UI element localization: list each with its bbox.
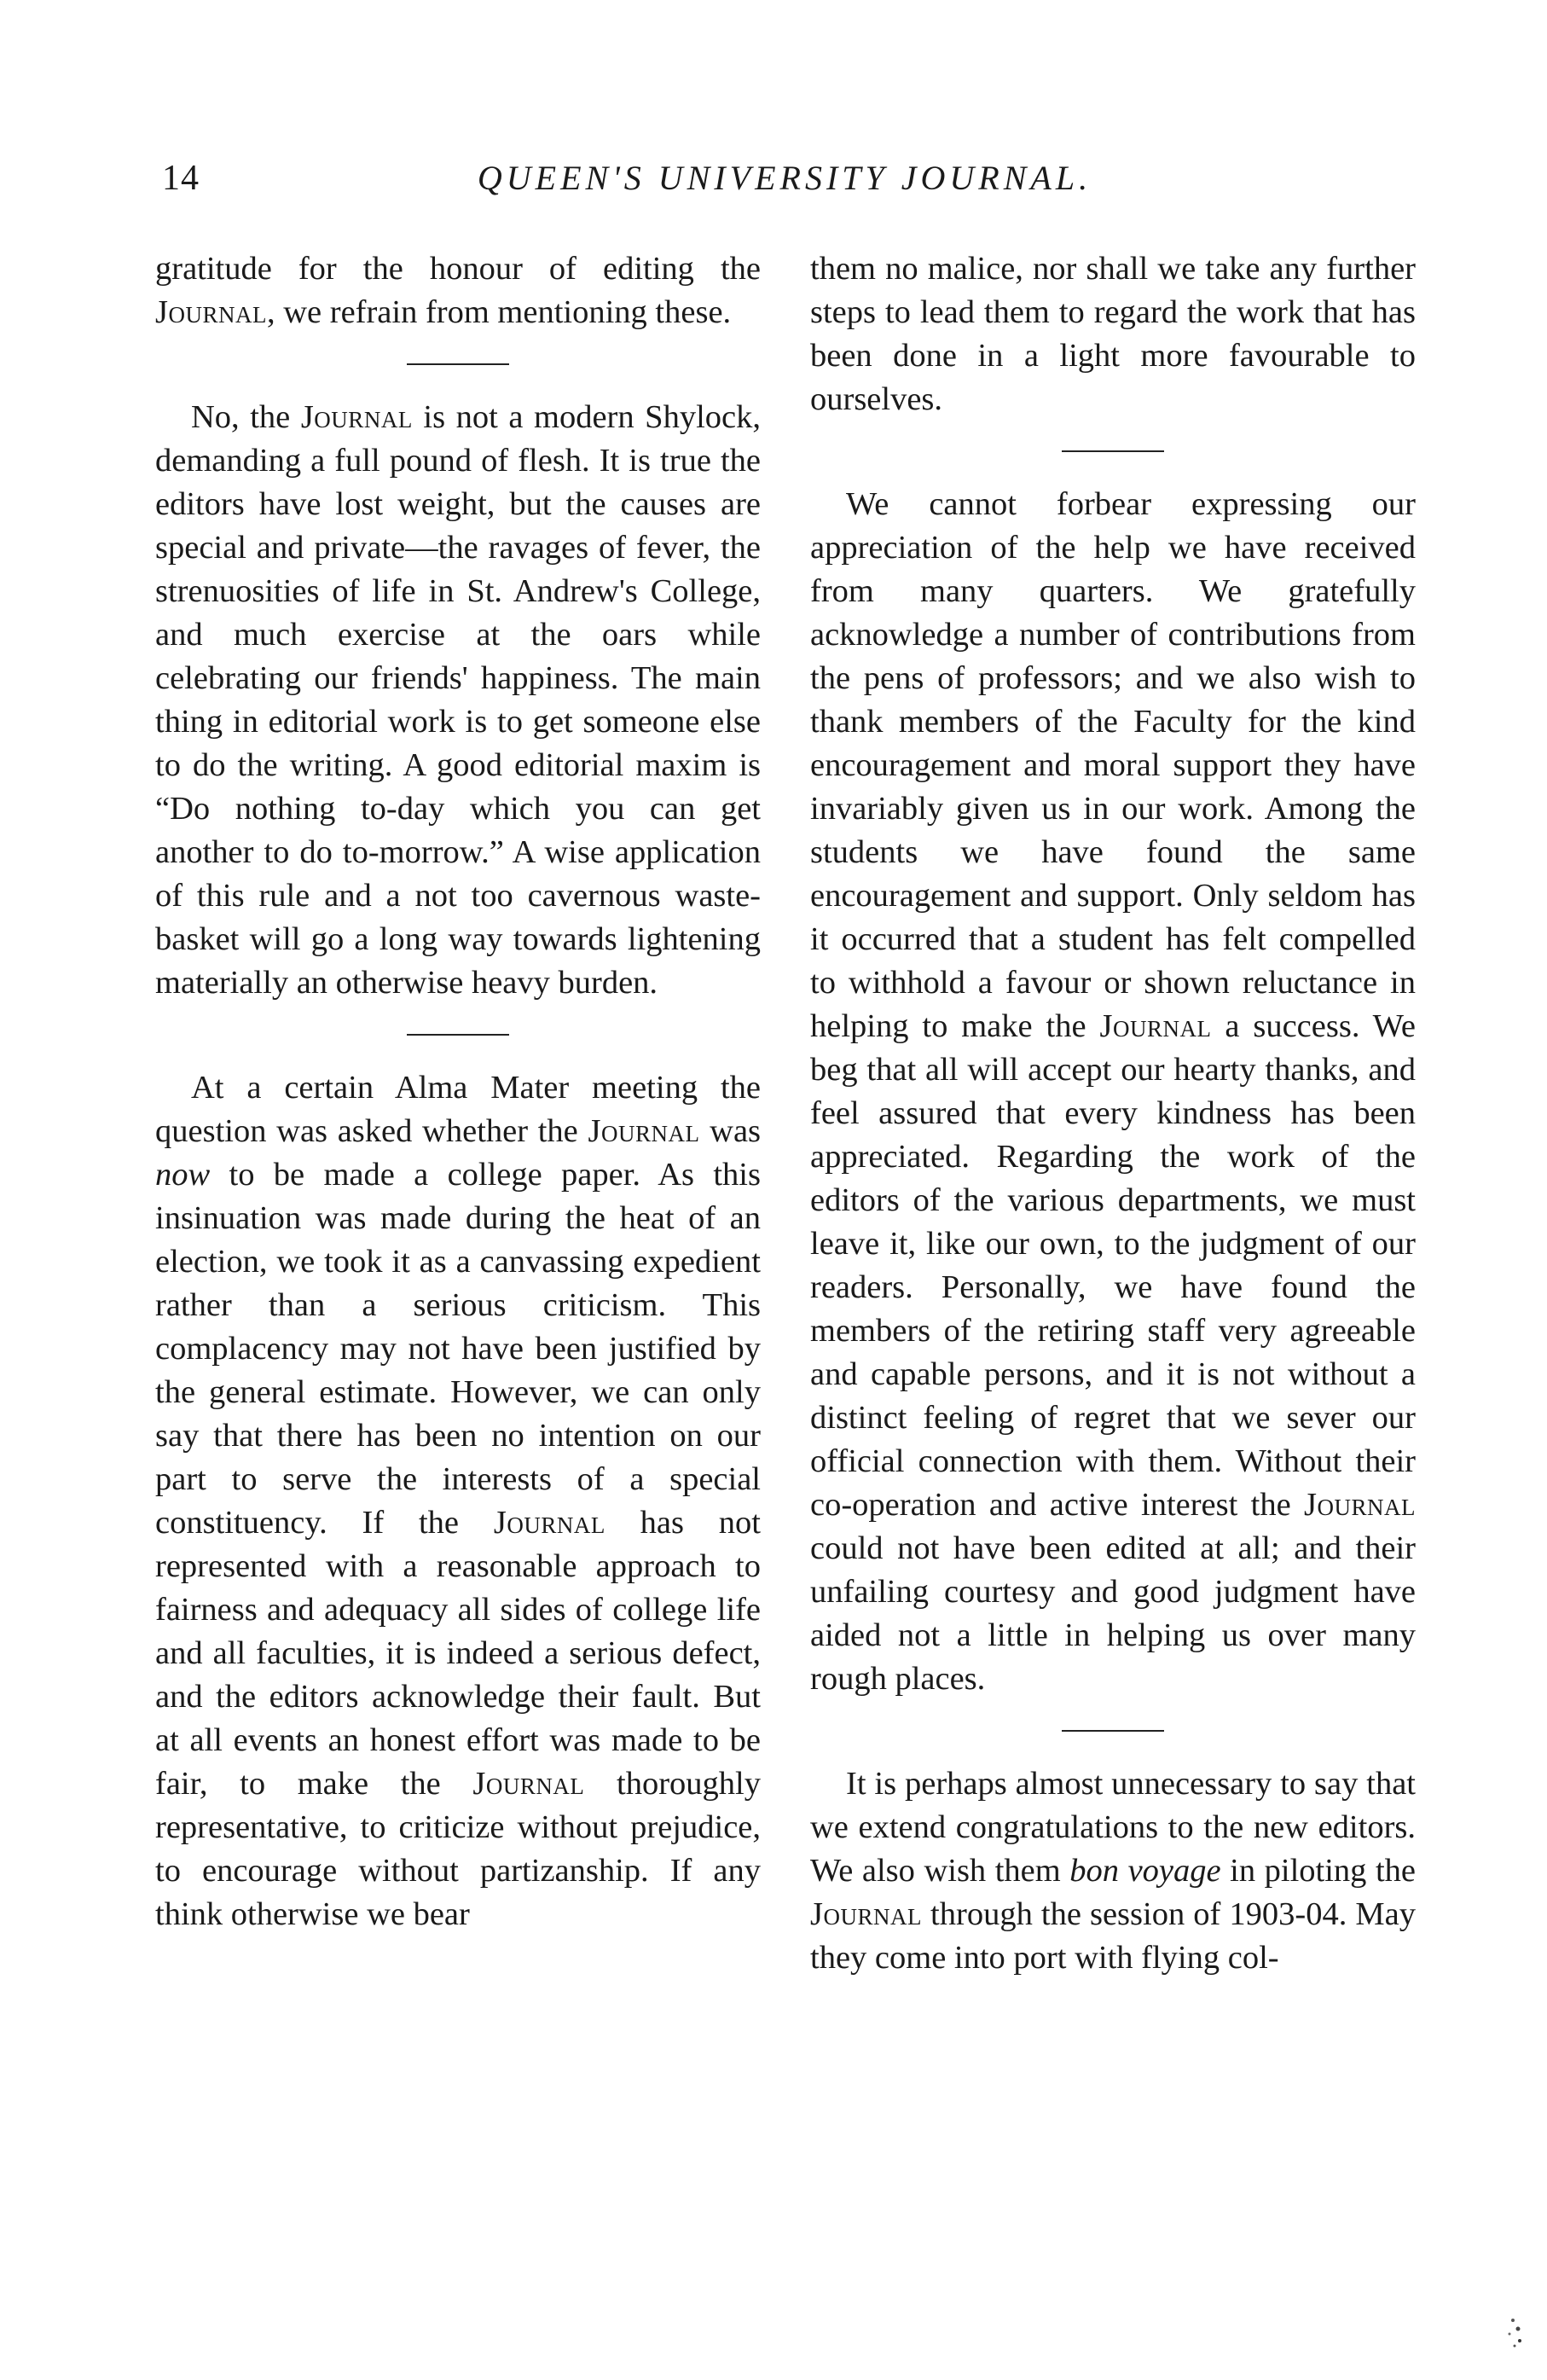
text-run: to be made a college paper. As this insinuation was made during the heat of an election, we took it as a canvassing expedient rather than a serious criticism. This complacency may not have been justified by the general estimate. However, we can only say that there has been no intention on our part to serve the interests of a special constituency. If the — [155, 1157, 761, 1541]
text-run: through the session of 1903-04. May they come into port with flying col- — [810, 1896, 1416, 1976]
paragraph — [155, 396, 761, 1005]
text-run: , we refrain from mentioning these. — [266, 294, 732, 330]
emphasis: now — [155, 1157, 211, 1193]
text-run: It is perhaps almost unnecessary to say that we extend congratulations to the new editors. We also wish them — [810, 1766, 1416, 1889]
text-run: is not a modern Shylock, demanding a full pound of flesh. It is true the editors have lost weight, but the causes are special and private—the ravages of fever, the strenuosities of life in St. Andrew's College, and much exercise at the oars while celebrating our friends' happiness. The main thing in editorial work is to get someone else to do the writing. A good editorial maxim is “Do nothing to-day which you can get another to do to-morrow.” A wise application of this rule and a not too cavernous waste-basket will go a long way towards lightening materially an otherwise heavy burden. — [155, 399, 761, 1001]
text-run: At a certain Alma Mater meeting the question was asked whether the — [155, 1070, 761, 1149]
paragraph — [810, 247, 1416, 421]
text-run: them no malice, nor shall we take any further steps to lead them to regard the work that has been done in a light more favourable to ourselves. — [810, 251, 1416, 417]
paragraph — [155, 1066, 761, 1936]
right-column — [810, 247, 1416, 1980]
section-divider — [407, 1034, 509, 1036]
page-header — [154, 158, 1416, 218]
paragraph — [810, 1762, 1416, 1980]
journal-name: Journal — [1304, 1487, 1416, 1523]
journal-name: Journal — [155, 294, 267, 330]
section-divider — [1062, 1730, 1164, 1732]
print-specks — [1496, 2303, 1530, 2354]
section-divider — [1062, 450, 1164, 452]
text-run: in piloting the — [1220, 1853, 1416, 1889]
paragraph — [155, 247, 761, 334]
text-run: was — [699, 1113, 762, 1149]
text-run: could not have been edited at all; and their unfailing courtesy and good judgment have aided not a little in helping us over many rough places. — [810, 1530, 1416, 1697]
journal-name: Journal — [810, 1896, 922, 1932]
journal-name: Journal — [472, 1766, 585, 1802]
section-divider — [407, 363, 509, 365]
text-run: No, the — [191, 399, 301, 435]
text-run: We cannot forbear expressing our appreciation of the help we have received from many quarters. We gratefully acknowledge a number of contributions from the pens of professors; and we also wish to thank members of the Faculty for the kind encouragement and moral support they have invariably given us in our work. Among the students we have found the same encouragement and support. Only seldom has it occurred that a student has felt compelled to withhold a favour or shown reluctance in helping to make the — [810, 486, 1416, 1044]
text-run: thoroughly representative, to criticize without prejudice, to encourage without partizanship. If any think otherwise we bear — [155, 1766, 761, 1932]
left-column — [155, 247, 761, 1936]
journal-name: Journal — [493, 1505, 605, 1541]
journal-name: Journal — [300, 399, 413, 435]
text-run: gratitude for the honour of editing the — [155, 251, 761, 287]
text-run: has not represented with a reasonable approach to fairness and adequacy all sides of college life and all faculties, it is indeed a serious defect, and the editors acknowledge their fault. But at all events an honest effort was made to be fair, to make the — [155, 1505, 761, 1802]
text-run: a success. We beg that all will accept our hearty thanks, and feel assured that every kindness has been appreciated. Regarding the work of the editors of the various departments, we must leave it, like our own, to the judgment of our readers. Personally, we have found the members of the retiring staff very agreeable and capable persons, and it is not without a distinct feeling of regret that we sever our official connection with them. Without their co-operation and active interest the — [810, 1008, 1416, 1523]
emphasis: bon voyage — [1069, 1853, 1221, 1889]
journal-name: Journal — [588, 1113, 700, 1149]
page-number: 14 — [162, 159, 200, 198]
paragraph — [810, 483, 1416, 1701]
running-title: QUEEN'S UNIVERSITY JOURNAL. — [477, 159, 1092, 197]
journal-name: Journal — [1099, 1008, 1212, 1044]
